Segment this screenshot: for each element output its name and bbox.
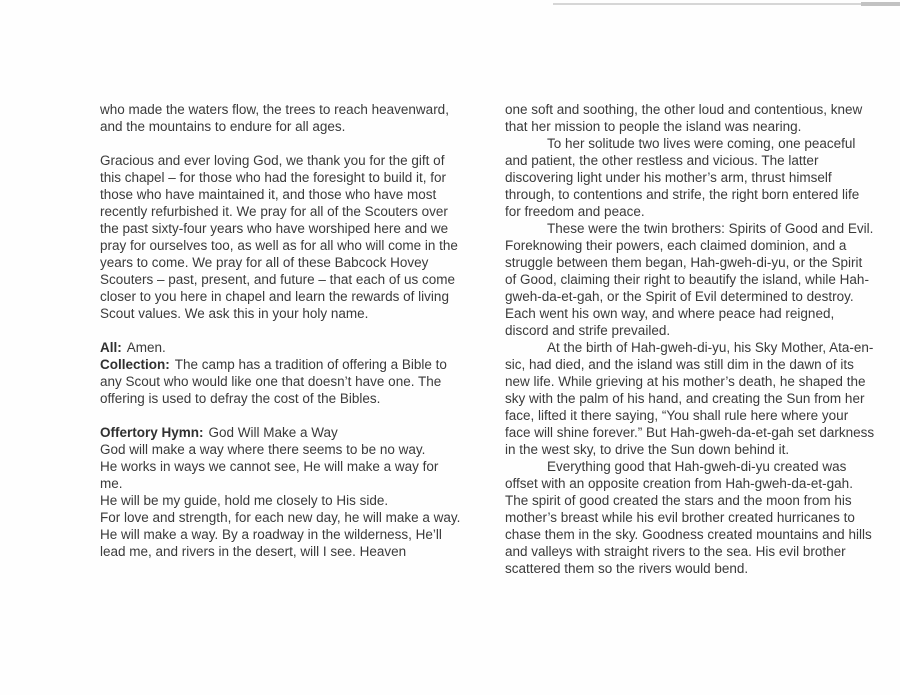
hymn-heading-label: Offertory Hymn: [100,425,204,440]
paragraph: Gracious and ever loving God, we thank you for the gift of this chapel – for those who had the foresight to build it, for those who have maintained it, and those who have most recently refurbished it. We pray for all of the Scouters over the past sixty-four years who have worshiped here and we pray for ourselves too, as well as for all who will come in the years to come. We pray for all of these Babcock Hovey Scouters – past, present, and future – that each of us come closer to you here in chapel and learn the rewards of living Scout values. We ask this in your holy name. [100,153,458,321]
paragraph: who made the waters flow, the trees to reach heavenward, and the mountains to endure for all ages. [100,102,449,134]
liturgy-text: The camp has a tradition of offering a Bible to any Scout who would like one that doesn’t have one. The offering is used to defray the cost of the Bibles. [100,357,447,406]
liturgy-block [100,339,463,407]
hymn-line: He works in ways we cannot see, He will make a way for me. [100,459,439,491]
paragraph: one soft and soothing, the other loud and contentious, knew that her mission to people the island was nearing. [505,102,863,134]
paragraph: Everything good that Hah-gweh-di-yu created was offset with an opposite creation from Hah-gweh-da-et-gah. The spirit of good created the stars and the moon from his mother’s breast while his evil brother created hurricanes to chase them in the sky. Goodness created mountains and hills and valleys with straight rivers to the sea. His evil brother scattered them so the rivers would bend. [505,459,872,576]
paragraph: These were the twin brothers: Spirits of Good and Evil. Foreknowing their powers, each claimed dominion, and a struggle between them began, Hah-gweh-di-yu, or the Spirit of Good, claiming their right to beautify the island, while Hah-gweh-da-et-gah, or the Spirit of Evil determined to destroy. Each went his own way, and where peace had reigned, discord and strife prevailed. [505,221,874,338]
hymn-line: God will make a way where there seems to be no way. [100,442,426,457]
scan-edge-artifact [553,3,865,5]
hymn-title: God Will Make a Way [208,425,338,440]
paragraph: To her solitude two lives were coming, one peaceful and patient, the other restless and vicious. The latter discovering light under his mother’s arm, thrust himself through, to contentions and strife, the right born entered life for freedom and peace. [505,136,860,219]
scan-edge-artifact [861,2,900,6]
right-column [505,101,877,577]
paragraph: At the birth of Hah-gweh-di-yu, his Sky Mother, Ata-en-sic, had died, and the island was still dim in the dawn of its new life. While grieving at his mother’s death, he shaped the sky with the palm of his hand, and creating the Sun from her face, lifted it there saying, “You shall rule here where your face will shine forever.” But Hah-gweh-da-et-gah set darkness in the west sky, to drive the Sun down behind it. [505,340,875,457]
speaker-label: Collection: [100,357,170,372]
hymn-line: He will be my guide, hold me closely to His side. [100,493,389,508]
hymn-heading [100,424,463,441]
left-column [100,101,463,560]
liturgy-text: Amen. [126,340,166,355]
speaker-label: All: [100,340,122,355]
liturgy-line [100,356,463,407]
hymn-block [100,424,463,560]
liturgy-line [100,339,463,356]
hymn-line: For love and strength, for each new day, he will make a way. He will make a way. By a roadway in the wilderness, He’ll lead me, and rivers in the desert, will I see. Heaven [100,510,461,559]
